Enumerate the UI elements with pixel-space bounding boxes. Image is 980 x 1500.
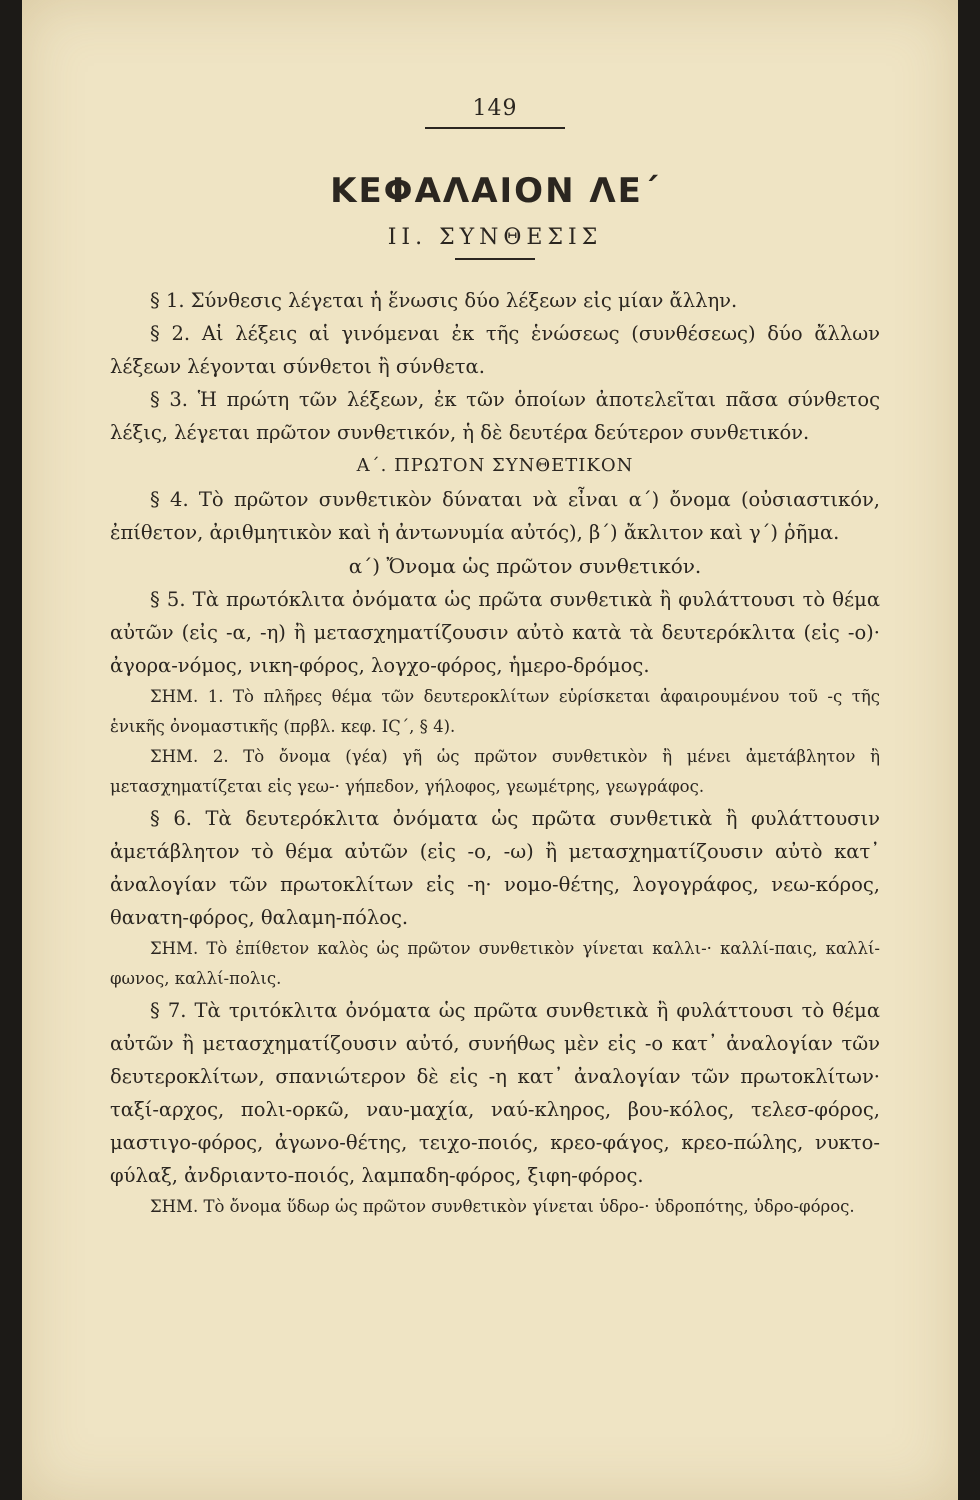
subheading-noun-first-component: α΄) Ὄνομα ὡς πρῶτον συνθετικόν.	[348, 554, 702, 578]
chapter-title: ΚΕΦΑΛΑΙΟΝ ΛΕ΄	[330, 171, 660, 211]
paragraph-3: § 3. Ἡ πρώτη τῶν λέξεων, ἐκ τῶν ὁποίων ἀποτελεῖται πᾶσα σύνθετος λέξις, λέγεται πρῶτον συνθετικόν, ἡ δὲ δευτέρα δεύτερον συνθετικόν.	[110, 388, 880, 444]
header-rule	[425, 127, 565, 129]
paragraph-7: § 7. Τὰ τριτόκλιτα ὀνόματα ὡς πρῶτα συνθετικὰ ἢ φυλάττουσι τὸ θέμα αὐτῶν ἢ μετασχηματίζουσιν αὐτό, συνήθως μὲν εἰς -ο κατ᾿ ἀναλογίαν τῶν δευτεροκλίτων, σπανιώτερον δὲ εἰς -η κατ᾿ ἀναλογίαν τῶν πρωτοκλίτων· ταξί-αρχος, πολι-ορκῶ, ναυ-μαχία, ναύ-κληρος, βου-κόλος, τελεσ-φόρος, μαστιγο-φόρος, ἀγωνο-θέτης, τειχο-ποιός, κρεο-φάγος, κρεο-πώλης, νυκτο-φύλαξ, ἀνδριαντο-ποιός, λαμπαδη-φόρος, ξιφη-φόρος.	[110, 999, 880, 1187]
note-3: ΣΗΜ. Τὸ ἐπίθετον καλὸς ὡς πρῶτον συνθετικὸν γίνεται καλλι-· καλλί-παις, καλλί-φωνος, καλλί-πολις.	[110, 939, 880, 988]
paragraph-4: § 4. Τὸ πρῶτον συνθετικὸν δύναται νὰ εἶναι α΄) ὄνομα (οὐσιαστικόν, ἐπίθετον, ἀριθμητικὸν καὶ ἡ ἀντωνυμία αὐτός), β΄) ἄκλιτον καὶ γ΄) ῥῆμα.	[110, 488, 880, 544]
note-1: ΣΗΜ. 1. Τὸ πλῆρες θέμα τῶν δευτεροκλίτων εὑρίσκεται ἀφαιρουμένου τοῦ -ς τῆς ἑνικῆς ὀνομαστικῆς (πρβλ. κεφ. ΙϚ΄, § 4).	[110, 687, 880, 736]
page-content	[110, 96, 880, 1222]
paragraph-5: § 5. Τὰ πρωτόκλιτα ὀνόματα ὡς πρῶτα συνθετικὰ ἢ φυλάττουσι τὸ θέμα αὐτῶν (εἰς -α, -η) ἢ μετασχηματίζουσιν αὐτὸ κατὰ τὰ δευτερόκλιτα (εἰς -ο)· ἀγορα-νόμος, νικη-φόρος, λογχο-φόρος, ἡμερο-δρόμος.	[110, 588, 880, 677]
paragraph-1: § 1. Σύνθεσις λέγεται ἡ ἕνωσις δύο λέξεων εἰς μίαν ἄλλην.	[150, 289, 738, 312]
section-heading: II. ΣΥΝΘΕΣΙΣ	[387, 225, 603, 250]
note-2: ΣΗΜ. 2. Τὸ ὄνομα (γέα) γῆ ὡς πρῶτον συνθετικὸν ἢ μένει ἀμετάβλητον ἢ μετασχηματίζεται εἰς γεω-· γήπεδον, γήλοφος, γεωμέτρης, γεωγράφος.	[110, 747, 880, 796]
book-page	[22, 0, 958, 1500]
paragraph-6: § 6. Τὰ δευτερόκλιτα ὀνόματα ὡς πρῶτα συνθετικὰ ἢ φυλάττουσιν ἀμετάβλητον τὸ θέμα αὐτῶν (εἰς -ο, -ω) ἢ μετασχηματίζουσιν αὐτὸ κατ᾿ ἀναλογίαν τῶν πρωτοκλίτων εἰς -η· νομο-θέτης, λογογράφος, νεω-κόρος, θανατη-φόρος, θαλαμη-πόλος.	[110, 807, 880, 929]
subheading-first-component: Α΄. ΠΡΩΤΟΝ ΣΥΝΘΕΤΙΚΟΝ	[356, 455, 634, 476]
section-rule	[455, 258, 535, 260]
note-4: ΣΗΜ. Τὸ ὄνομα ὕδωρ ὡς πρῶτον συνθετικὸν γίνεται ὑδρο-· ὑδροπότης, ὑδρο-φόρος.	[150, 1197, 855, 1216]
paragraph-2: § 2. Αἱ λέξεις αἱ γινόμεναι ἐκ τῆς ἑνώσεως (συνθέσεως) δύο ἄλλων λέξεων λέγονται σύνθετοι ἢ σύνθετα.	[110, 322, 880, 378]
page-number: 149	[472, 96, 518, 121]
